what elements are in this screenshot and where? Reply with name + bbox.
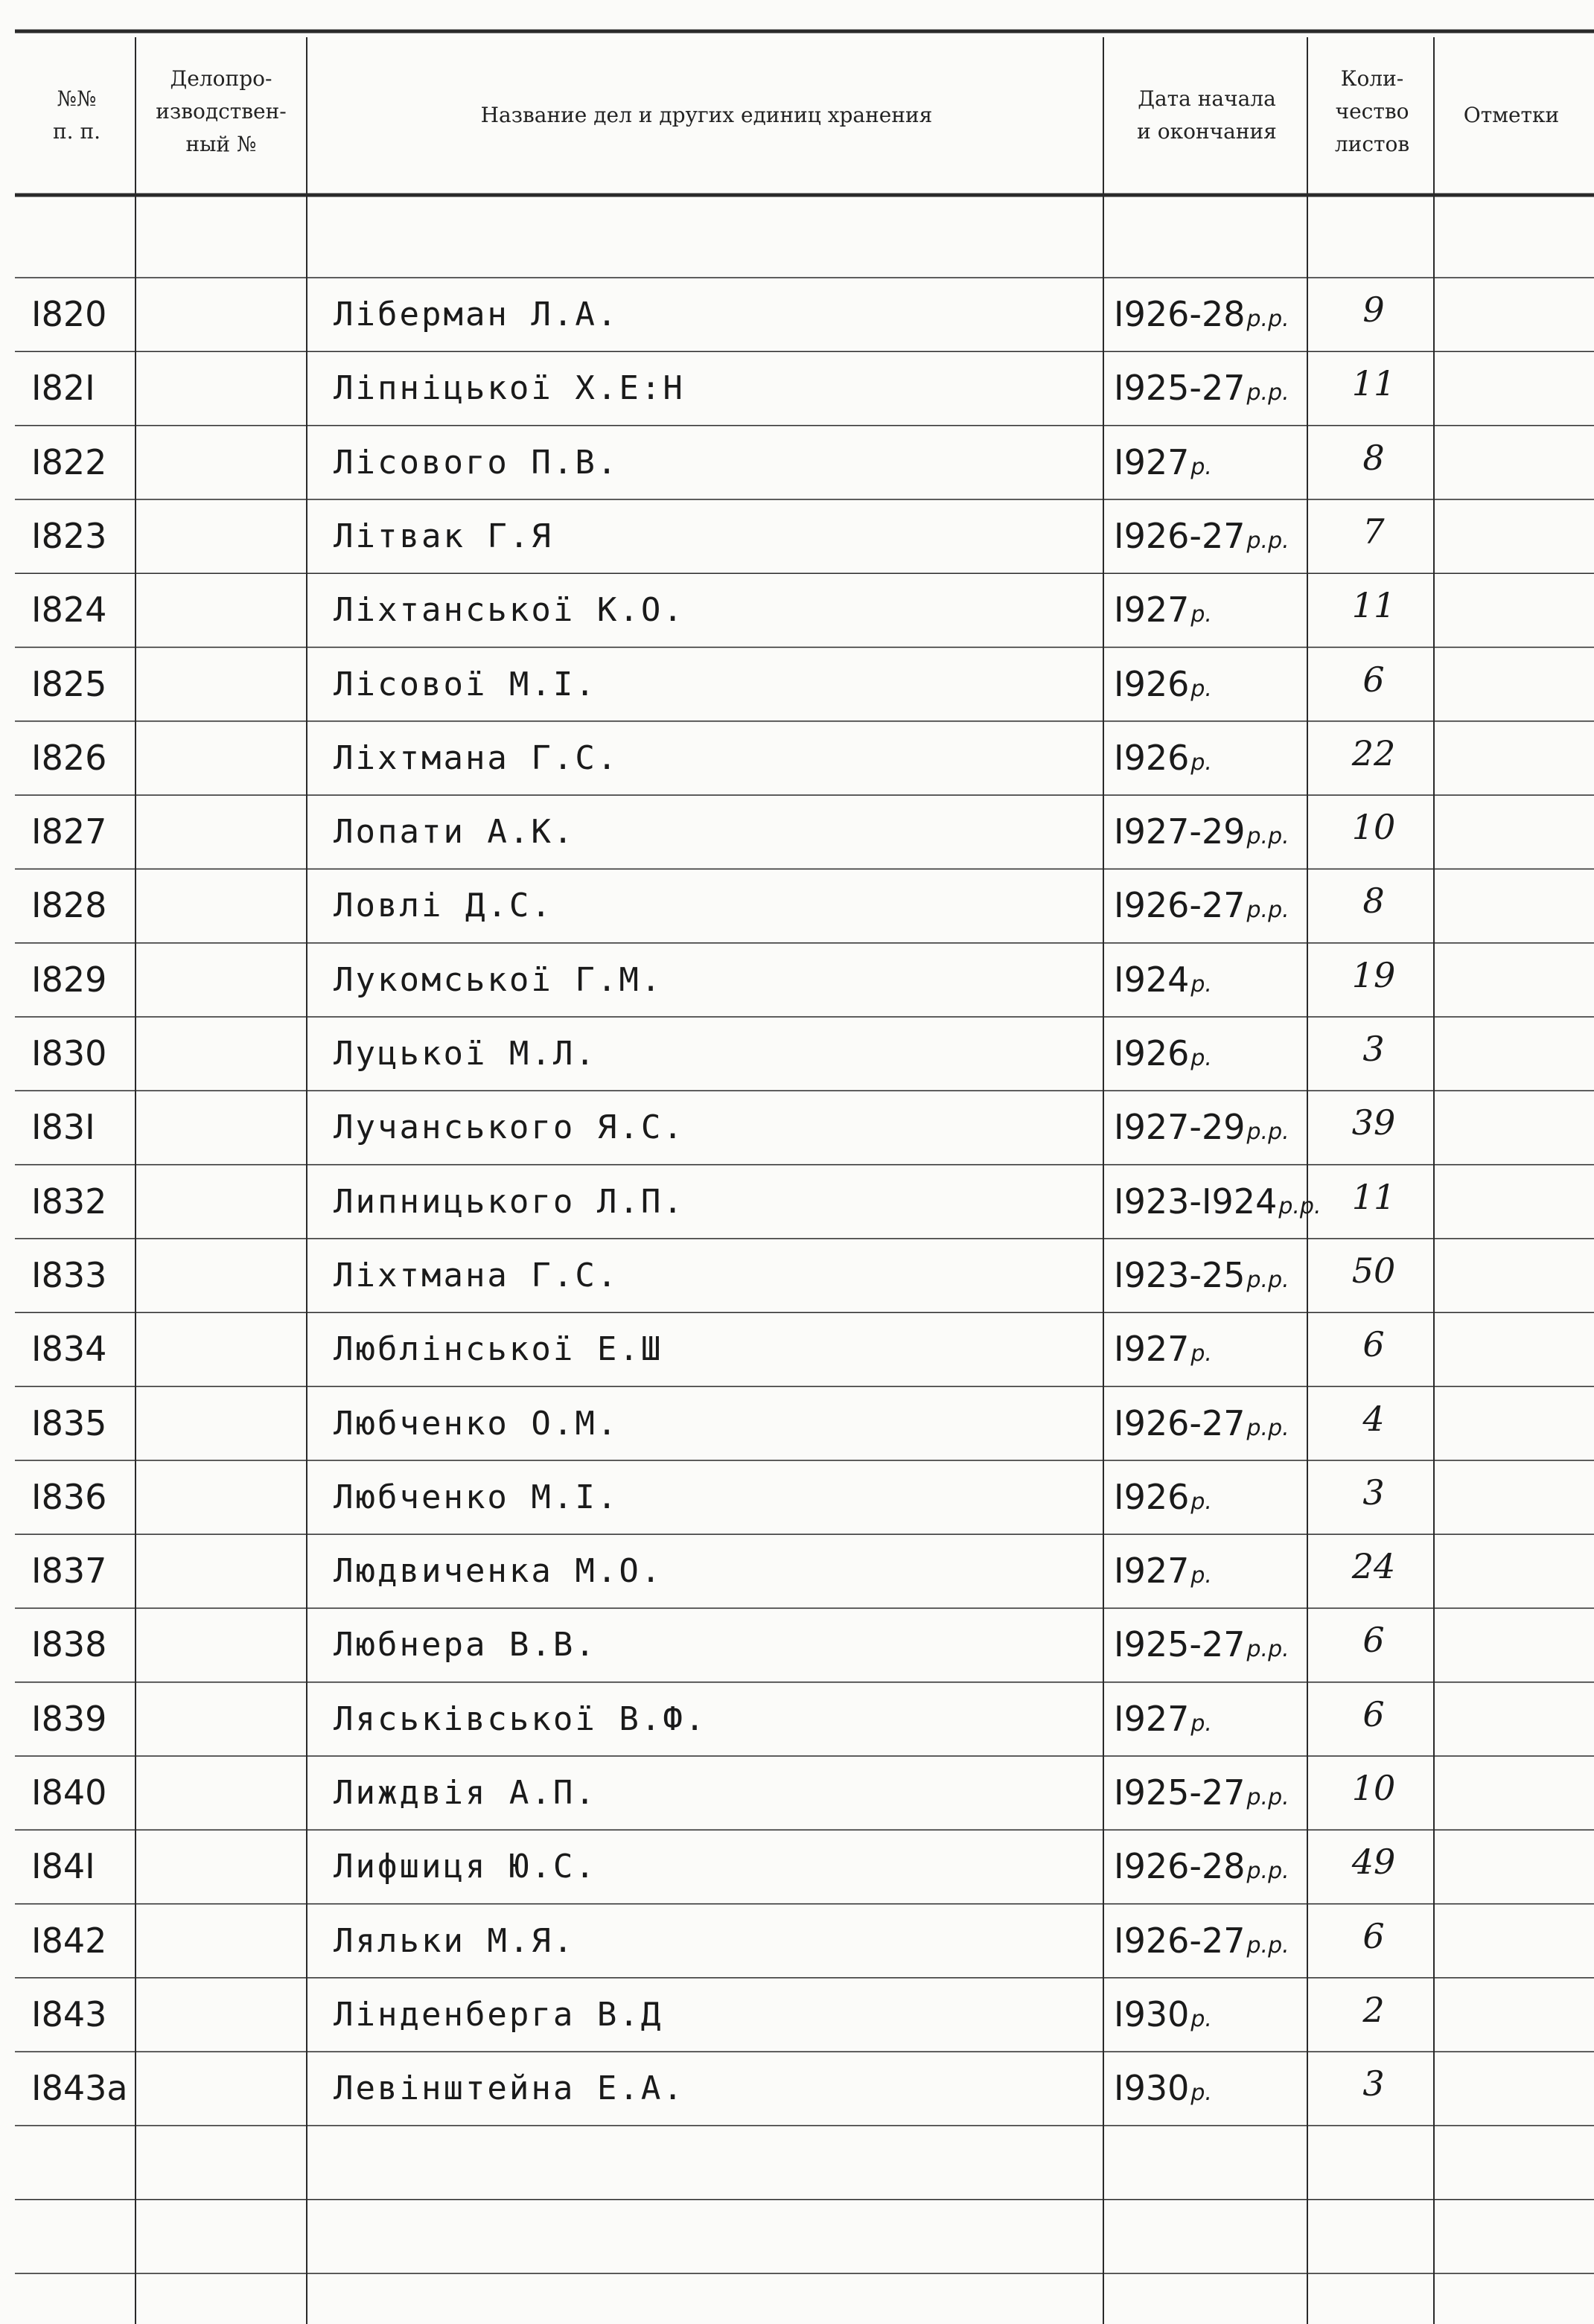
row-date-value: I927-29 [1114, 811, 1246, 852]
row-date-value: I926-27 [1114, 1402, 1246, 1443]
row-date-suffix: р.р. [1246, 1414, 1289, 1441]
row-date-range [1114, 664, 1212, 704]
row-date-range [1114, 1551, 1212, 1591]
row-file-name: Лукомської Г.М. [334, 960, 663, 999]
row-number: I830 [31, 1033, 107, 1073]
row-date-suffix: р. [1190, 749, 1212, 776]
row-sheet-count: 11 [1351, 585, 1396, 626]
row-date-range [1114, 1921, 1289, 1961]
row-date-range [1114, 1403, 1289, 1443]
row-date-suffix: р. [1190, 2080, 1212, 2107]
row-date-suffix: р.р. [1246, 380, 1289, 406]
row-number: I827 [31, 811, 107, 852]
row-date-range [1114, 1994, 1212, 2034]
row-date-suffix: р.р. [1246, 1858, 1289, 1885]
row-sheet-count: 11 [1351, 1176, 1396, 1217]
row-sheet-count: 10 [1351, 807, 1396, 848]
row-sheet-count: 6 [1362, 1693, 1385, 1734]
row-date-value: I927 [1114, 441, 1190, 482]
row-date-range [1114, 738, 1212, 778]
row-number: I829 [31, 959, 107, 1000]
row-date-suffix: р. [1190, 2005, 1212, 2032]
row-sheet-count: 6 [1362, 659, 1385, 700]
row-date-suffix: р.р. [1246, 1932, 1289, 1959]
header-sheets: Коли- чество листов [1334, 66, 1410, 156]
row-number: I835 [31, 1402, 107, 1443]
row-sheet-count: 4 [1362, 1398, 1385, 1439]
row-date-range [1114, 1255, 1289, 1295]
row-sheet-count: 2 [1362, 1989, 1385, 2030]
row-date-range [1114, 294, 1289, 334]
row-number: I843а [31, 2068, 128, 2109]
row-date-range [1114, 811, 1289, 852]
row-sheet-count: 39 [1351, 1102, 1396, 1143]
row-date-value: I926-28 [1114, 1846, 1246, 1887]
row-date-value: I923-25 [1114, 1254, 1246, 1295]
row-date-suffix: р.р. [1246, 1266, 1289, 1293]
row-date-value: I926-27 [1114, 1920, 1246, 1961]
row-date-range [1114, 960, 1212, 1000]
row-date-value: I926 [1114, 1476, 1190, 1517]
header-number: №№ п. п. [52, 86, 101, 144]
row-date-suffix: р.р. [1246, 1119, 1289, 1146]
row-date-range [1114, 1477, 1212, 1517]
row-sheet-count: 3 [1362, 2063, 1385, 2104]
row-file-name: Лісового П.В. [334, 443, 619, 482]
row-date-suffix: р. [1190, 1710, 1212, 1737]
row-file-name: Людвиченка М.О. [334, 1552, 663, 1591]
row-sheet-count: 8 [1362, 437, 1385, 478]
row-number: I822 [31, 441, 107, 482]
row-file-name: Ліпніцької Х.Е:Н [334, 369, 685, 408]
row-sheet-count: 3 [1362, 1029, 1385, 1069]
row-file-name: Ліхтанської К.О. [334, 591, 685, 630]
row-date-value: I926-27 [1114, 885, 1246, 926]
row-date-range [1114, 1772, 1289, 1813]
row-number: I824 [31, 590, 107, 631]
row-sheet-count: 22 [1351, 732, 1396, 773]
row-file-name: Любченко М.І. [334, 1478, 619, 1516]
row-date-value: I926-28 [1114, 294, 1246, 334]
row-file-name: Ловлі Д.С. [334, 887, 553, 925]
row-sheet-count: 6 [1362, 1324, 1385, 1365]
row-number: I82I [31, 368, 95, 409]
row-number: I820 [31, 294, 107, 334]
row-date-suffix: р.р. [1246, 527, 1289, 554]
row-number: I826 [31, 737, 107, 778]
row-date-suffix: р.р. [1246, 1636, 1289, 1663]
row-date-range [1114, 1329, 1212, 1369]
row-sheet-count: 6 [1362, 1915, 1385, 1956]
row-sheet-count: 8 [1362, 881, 1385, 922]
row-date-suffix: р. [1190, 601, 1212, 628]
row-file-name: Луцької М.Л. [334, 1035, 597, 1073]
header-notes: Отметки [1463, 103, 1560, 127]
row-date-range [1114, 885, 1289, 925]
row-date-suffix: р.р. [1246, 897, 1289, 924]
row-date-value: I923-I924 [1114, 1181, 1278, 1222]
row-date-value: I926 [1114, 1033, 1190, 1073]
row-number: I828 [31, 885, 107, 926]
row-date-suffix: р. [1190, 675, 1212, 702]
row-date-range [1114, 1846, 1289, 1886]
row-date-value: I924 [1114, 959, 1190, 1000]
row-date-suffix: р. [1190, 971, 1212, 997]
row-number: I840 [31, 1772, 107, 1813]
row-sheet-count: 19 [1351, 954, 1396, 995]
row-number: I83I [31, 1107, 95, 1148]
row-date-value: I930 [1114, 2068, 1190, 2109]
row-date-value: I927 [1114, 590, 1190, 631]
row-date-suffix: р. [1190, 453, 1212, 480]
row-file-name: Любченко О.М. [334, 1404, 619, 1443]
row-date-range [1114, 368, 1289, 408]
header-title: Название дел и других единиц хранения [480, 103, 933, 127]
row-number: I836 [31, 1476, 107, 1517]
row-number: I842 [31, 1920, 107, 1961]
row-file-name: Люблінської Е.Ш [334, 1330, 663, 1369]
row-sheet-count: 24 [1351, 1546, 1396, 1587]
row-date-value: I926 [1114, 737, 1190, 778]
row-file-name: Лінденберга В.Д [334, 1995, 663, 2034]
row-number: I825 [31, 663, 107, 704]
row-sheet-count: 49 [1351, 1842, 1396, 1883]
row-number: I837 [31, 1551, 107, 1592]
row-file-name: Ліхтмана Г.С. [334, 1256, 619, 1295]
row-date-value: I927 [1114, 1698, 1190, 1739]
row-sheet-count: 11 [1351, 363, 1396, 404]
row-date-range [1114, 1181, 1322, 1222]
row-date-suffix: р.р. [1246, 306, 1289, 332]
row-sheet-count: 6 [1362, 1620, 1385, 1661]
row-file-name: Ляльки М.Я. [334, 1921, 576, 1960]
row-number: I839 [31, 1698, 107, 1739]
row-file-name: Ліберман Л.А. [334, 296, 619, 333]
row-number: I832 [31, 1181, 107, 1222]
row-date-suffix: р.р. [1278, 1193, 1322, 1219]
row-date-value: I926 [1114, 663, 1190, 704]
row-number: I833 [31, 1254, 107, 1295]
row-sheet-count: 9 [1362, 290, 1385, 330]
row-number: I838 [31, 1624, 107, 1665]
row-date-range [1114, 1033, 1212, 1073]
row-date-value: I927 [1114, 1329, 1190, 1370]
row-date-range [1114, 442, 1212, 482]
row-date-suffix: р. [1190, 1562, 1212, 1589]
row-number: I823 [31, 515, 107, 556]
row-file-name: Ляськівської В.Ф. [334, 1699, 707, 1738]
row-date-range [1114, 1624, 1289, 1664]
row-date-range [1114, 590, 1212, 630]
row-date-value: I925-27 [1114, 368, 1246, 409]
row-file-name: Любнера В.В. [334, 1626, 597, 1664]
row-date-range [1114, 2068, 1212, 2108]
row-file-name: Левінштейна Е.А. [334, 2069, 685, 2108]
row-date-suffix: р. [1190, 1488, 1212, 1515]
row-number: I843 [31, 1993, 107, 2034]
row-file-name: Лифшиця Ю.С. [334, 1848, 597, 1886]
header-office-number: Делопро- изводствен- ный № [156, 66, 287, 156]
header-dates: Дата начала и окончания [1137, 86, 1277, 144]
row-date-value: I925-27 [1114, 1624, 1246, 1665]
row-sheet-count: 3 [1362, 1472, 1385, 1513]
row-date-value: I925-27 [1114, 1772, 1246, 1813]
row-file-name: Ліхтмана Г.С. [334, 738, 619, 777]
row-date-suffix: р.р. [1246, 823, 1289, 850]
row-file-name: Лиждвія А.П. [334, 1774, 597, 1812]
row-date-range [1114, 1107, 1289, 1147]
row-sheet-count: 7 [1362, 511, 1385, 552]
row-file-name: Літвак Г.Я [334, 517, 553, 555]
row-date-value: I927-29 [1114, 1107, 1246, 1148]
row-sheet-count: 50 [1351, 1250, 1396, 1291]
row-file-name: Лучанського Я.С. [334, 1108, 685, 1147]
row-file-name: Липницького Л.П. [334, 1182, 685, 1221]
row-number: I84I [31, 1846, 95, 1887]
row-date-suffix: р. [1190, 1341, 1212, 1367]
row-date-range [1114, 1699, 1212, 1739]
row-date-value: I926-27 [1114, 515, 1246, 556]
row-sheet-count: 10 [1351, 1768, 1396, 1808]
row-date-range [1114, 516, 1289, 556]
row-number: I834 [31, 1329, 107, 1370]
row-file-name: Лопати А.К. [334, 813, 576, 852]
row-date-suffix: р.р. [1246, 1784, 1289, 1810]
row-file-name: Лісової М.І. [334, 665, 597, 703]
row-date-suffix: р. [1190, 1045, 1212, 1071]
row-date-value: I930 [1114, 1993, 1190, 2034]
row-date-value: I927 [1114, 1551, 1190, 1592]
